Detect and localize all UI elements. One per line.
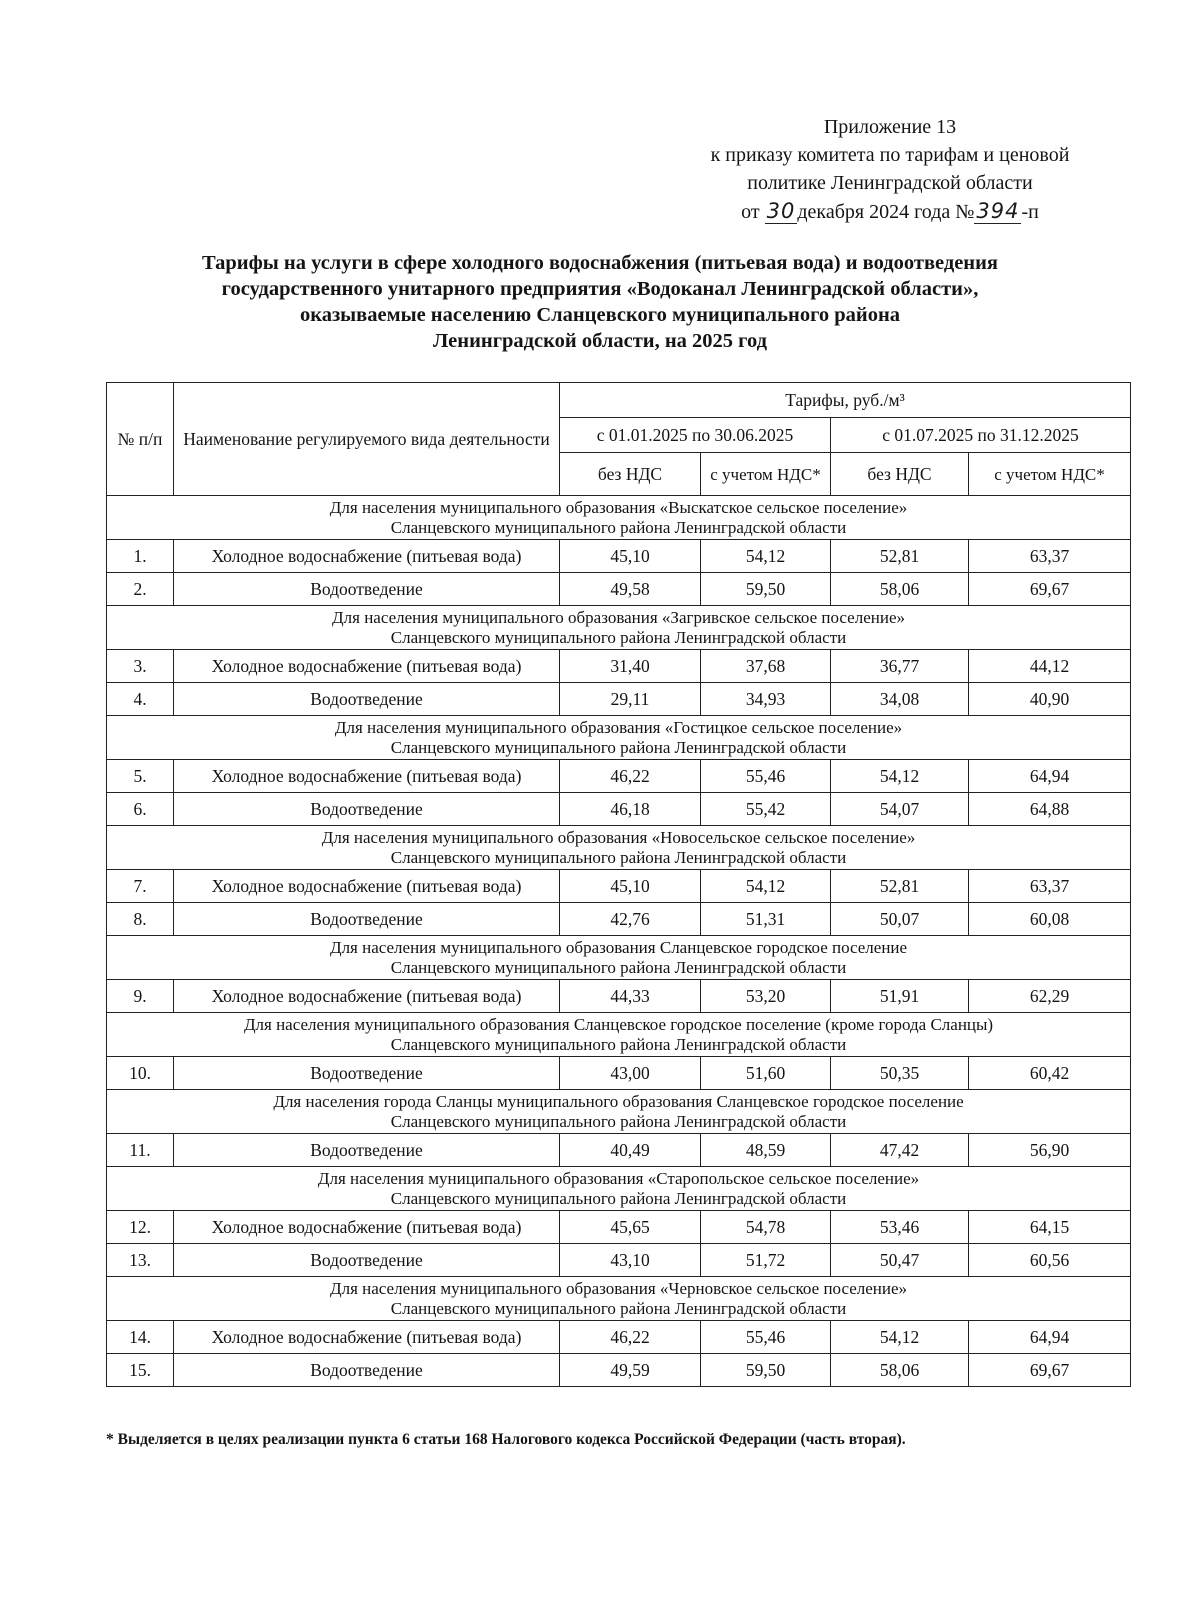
header-p1-with-vat: с учетом НДС* [701,453,831,496]
group-title: Для населения муниципального образования «Гостицкое сельское поселение» [334,717,903,737]
p2-no-vat-value: 47,42 [831,1134,969,1167]
row-number: 11. [107,1134,174,1167]
p1-with-vat-value: 51,72 [701,1244,831,1277]
table-row [107,903,1131,936]
row-number: 15. [107,1354,174,1387]
row-number: 14. [107,1321,174,1354]
appendix-block [650,113,1130,226]
p2-with-vat-value: 64,15 [969,1211,1131,1244]
header-period-2: с 01.07.2025 по 31.12.2025 [831,418,1131,453]
p2-with-vat-value: 64,94 [969,1321,1131,1354]
p1-no-vat-value: 31,40 [560,650,701,683]
p1-no-vat-value: 49,58 [560,573,701,606]
table-row [107,1057,1131,1090]
header-period-1: с 01.01.2025 по 30.06.2025 [560,418,831,453]
activity-name: Холодное водоснабжение (питьевая вода) [174,760,560,793]
table-row [107,650,1131,683]
group-header-row [107,1013,1131,1057]
date-prefix: от [741,201,760,223]
p2-no-vat-value: 50,07 [831,903,969,936]
group-subtitle: Сланцевского муниципального района Ленинградской области [390,1034,847,1054]
header-number: № п/п [107,383,174,496]
group-header-row [107,1090,1131,1134]
activity-name: Водоотведение [174,793,560,826]
row-number: 2. [107,573,174,606]
p1-no-vat-value: 44,33 [560,980,701,1013]
p1-with-vat-value: 51,31 [701,903,831,936]
header-activity: Наименование регулируемого вида деятельности [174,383,560,496]
group-title-cell [107,716,1131,760]
activity-name: Водоотведение [174,1354,560,1387]
group-header-row [107,936,1131,980]
activity-name: Водоотведение [174,903,560,936]
row-number: 8. [107,903,174,936]
p1-no-vat-value: 49,59 [560,1354,701,1387]
appendix-date-line [650,197,1130,226]
table-row [107,683,1131,716]
p1-with-vat-value: 59,50 [701,1354,831,1387]
tariff-table [106,382,1131,1387]
group-title: Для населения муниципального образования «Старопольское сельское поселение» [317,1168,920,1188]
group-title-cell [107,1167,1131,1211]
activity-name: Водоотведение [174,1057,560,1090]
table-row [107,573,1131,606]
p2-no-vat-value: 50,47 [831,1244,969,1277]
group-title: Для населения муниципального образования «Черновское сельское поселение» [330,1278,908,1298]
p2-no-vat-value: 52,81 [831,540,969,573]
activity-name: Холодное водоснабжение (питьевая вода) [174,870,560,903]
table-row [107,793,1131,826]
handwritten-order-number: 394 [976,199,1020,223]
p1-with-vat-value: 59,50 [701,573,831,606]
appendix-committee-line: политике Ленинградской области [747,172,1033,194]
group-subtitle: Сланцевского муниципального района Ленинградской области [390,957,847,977]
p2-with-vat-value: 63,37 [969,870,1131,903]
p1-with-vat-value: 54,12 [701,540,831,573]
p1-no-vat-value: 46,18 [560,793,701,826]
handwritten-day: 30 [766,199,796,223]
group-title: Для населения муниципального образования «Новосельское сельское поселение» [321,827,916,847]
p2-with-vat-value: 60,42 [969,1057,1131,1090]
p1-no-vat-value: 46,22 [560,760,701,793]
p2-with-vat-value: 64,88 [969,793,1131,826]
table-row [107,760,1131,793]
p2-with-vat-value: 69,67 [969,1354,1131,1387]
p1-with-vat-value: 55,42 [701,793,831,826]
row-number: 9. [107,980,174,1013]
group-subtitle: Сланцевского муниципального района Ленинградской области [390,1188,847,1208]
table-row [107,870,1131,903]
p1-with-vat-value: 55,46 [701,760,831,793]
p2-with-vat-value: 63,37 [969,540,1131,573]
p2-no-vat-value: 54,07 [831,793,969,826]
group-subtitle: Сланцевского муниципального района Ленинградской области [390,1298,847,1318]
p1-with-vat-value: 34,93 [701,683,831,716]
group-title: Для населения муниципального образования «Загривское сельское поселение» [332,607,905,627]
p2-with-vat-value: 69,67 [969,573,1131,606]
activity-name: Водоотведение [174,1244,560,1277]
header-tariffs: Тарифы, руб./м³ [560,383,1131,418]
row-number: 12. [107,1211,174,1244]
table-row [107,1354,1131,1387]
p2-with-vat-value: 44,12 [969,650,1131,683]
group-title: Для населения города Сланцы муниципального образования Сланцевское городское поселение [273,1091,964,1111]
row-number: 5. [107,760,174,793]
group-title-cell [107,496,1131,540]
group-subtitle: Сланцевского муниципального района Ленинградской области [390,627,847,647]
row-number: 7. [107,870,174,903]
activity-name: Холодное водоснабжение (питьевая вода) [174,650,560,683]
p1-no-vat-value: 46,22 [560,1321,701,1354]
p2-no-vat-value: 54,12 [831,760,969,793]
p2-with-vat-value: 60,56 [969,1244,1131,1277]
document-title [60,250,1140,354]
p1-with-vat-value: 37,68 [701,650,831,683]
p1-with-vat-value: 54,78 [701,1211,831,1244]
p1-no-vat-value: 43,00 [560,1057,701,1090]
p2-with-vat-value: 56,90 [969,1134,1131,1167]
p2-no-vat-value: 58,06 [831,1354,969,1387]
p1-no-vat-value: 40,49 [560,1134,701,1167]
row-number: 13. [107,1244,174,1277]
p1-no-vat-value: 42,76 [560,903,701,936]
p1-with-vat-value: 48,59 [701,1134,831,1167]
p1-with-vat-value: 51,60 [701,1057,831,1090]
p2-no-vat-value: 50,35 [831,1057,969,1090]
title-line: оказываемые населению Сланцевского муниципального района [299,304,901,326]
title-line: Ленинградской области, на 2025 год [433,330,767,352]
group-header-row [107,716,1131,760]
group-subtitle: Сланцевского муниципального района Ленинградской области [390,517,847,537]
p1-with-vat-value: 54,12 [701,870,831,903]
order-number-suffix: -п [1021,201,1039,223]
header-p2-no-vat: без НДС [831,453,969,496]
appendix-order-line: к приказу комитета по тарифам и ценовой [710,144,1070,166]
activity-name: Холодное водоснабжение (питьевая вода) [174,1211,560,1244]
p2-with-vat-value: 64,94 [969,760,1131,793]
date-middle: декабря 2024 года № [797,201,975,223]
p2-with-vat-value: 40,90 [969,683,1131,716]
p2-with-vat-value: 62,29 [969,980,1131,1013]
table-row [107,1134,1131,1167]
activity-name: Холодное водоснабжение (питьевая вода) [174,980,560,1013]
activity-name: Водоотведение [174,683,560,716]
activity-name: Водоотведение [174,573,560,606]
row-number: 6. [107,793,174,826]
header-row [107,383,1131,418]
p2-no-vat-value: 51,91 [831,980,969,1013]
p1-no-vat-value: 45,10 [560,540,701,573]
group-title-cell [107,1277,1131,1321]
p1-no-vat-value: 45,10 [560,870,701,903]
table-row [107,1244,1131,1277]
group-title-cell [107,826,1131,870]
table-row [107,980,1131,1013]
tariff-table-body [107,383,1131,1387]
p1-no-vat-value: 29,11 [560,683,701,716]
group-subtitle: Сланцевского муниципального района Ленинградской области [390,737,847,757]
group-title-cell [107,936,1131,980]
table-row [107,540,1131,573]
p1-no-vat-value: 43,10 [560,1244,701,1277]
header-p2-with-vat: с учетом НДС* [969,453,1131,496]
group-title: Для населения муниципального образования Сланцевское городское поселение [329,937,908,957]
p2-no-vat-value: 53,46 [831,1211,969,1244]
group-title-cell [107,1013,1131,1057]
row-number: 10. [107,1057,174,1090]
group-subtitle: Сланцевского муниципального района Ленинградской области [390,847,847,867]
activity-name: Водоотведение [174,1134,560,1167]
group-title: Для населения муниципального образования «Выскатское сельское поселение» [329,497,908,517]
title-line: Тарифы на услуги в сфере холодного водоснабжения (питьевая вода) и водоотведения [201,252,999,274]
p2-with-vat-value: 60,08 [969,903,1131,936]
p2-no-vat-value: 34,08 [831,683,969,716]
group-header-row [107,606,1131,650]
group-header-row [107,1167,1131,1211]
group-title: Для населения муниципального образования Сланцевское городское поселение (кроме города Сланцы) [243,1014,994,1034]
p2-no-vat-value: 36,77 [831,650,969,683]
group-title-cell [107,1090,1131,1134]
p2-no-vat-value: 58,06 [831,573,969,606]
activity-name: Холодное водоснабжение (питьевая вода) [174,540,560,573]
footnote: * Выделяется в целях реализации пункта 6 статьи 168 Налогового кодекса Российской Федерации (часть вторая). [106,1431,906,1448]
group-subtitle: Сланцевского муниципального района Ленинградской области [390,1111,847,1131]
row-number: 1. [107,540,174,573]
activity-name: Холодное водоснабжение (питьевая вода) [174,1321,560,1354]
group-header-row [107,826,1131,870]
p1-no-vat-value: 45,65 [560,1211,701,1244]
row-number: 4. [107,683,174,716]
group-header-row [107,1277,1131,1321]
group-title-cell [107,606,1131,650]
p1-with-vat-value: 53,20 [701,980,831,1013]
row-number: 3. [107,650,174,683]
p2-no-vat-value: 52,81 [831,870,969,903]
group-header-row [107,496,1131,540]
title-line: государственного унитарного предприятия «Водоканал Ленинградской области», [221,278,979,300]
p1-with-vat-value: 55,46 [701,1321,831,1354]
table-row [107,1321,1131,1354]
table-row [107,1211,1131,1244]
header-p1-no-vat: без НДС [560,453,701,496]
p2-no-vat-value: 54,12 [831,1321,969,1354]
appendix-title: Приложение 13 [823,116,957,138]
